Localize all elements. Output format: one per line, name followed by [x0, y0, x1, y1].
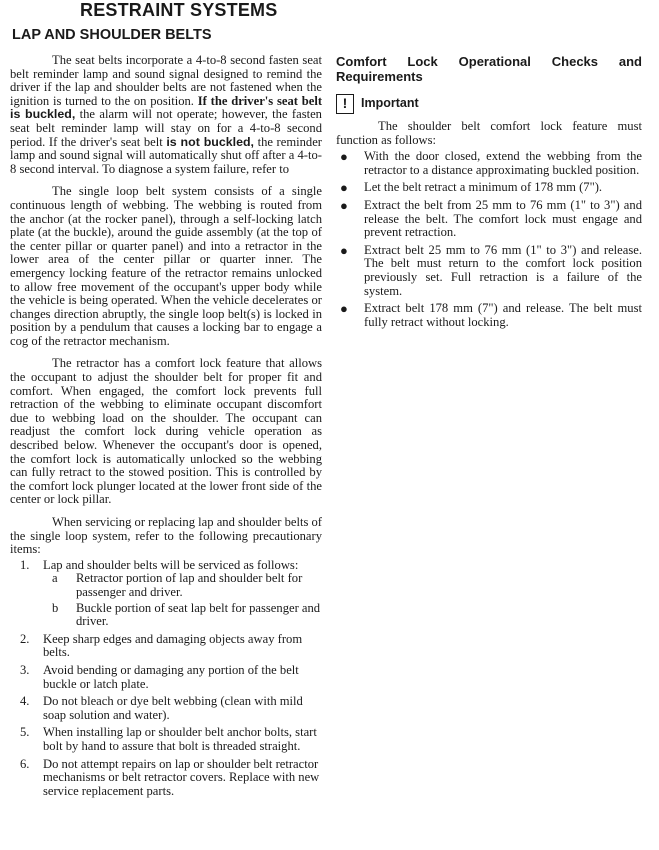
important-icon: ! [336, 94, 354, 114]
check-item-text: Let the belt retract a minimum of 178 mm (7"). [364, 180, 603, 195]
list-item-text: Keep sharp edges and damaging objects away from belts. [43, 631, 303, 660]
list-item-text: Do not bleach or dye belt webbing (clean with mild soap solution and water). [43, 694, 303, 722]
bullet-icon: ● [340, 197, 348, 213]
sub-list-item [43, 572, 322, 599]
list-item [10, 726, 322, 753]
bullet-icon: ● [340, 301, 348, 317]
left-column [10, 54, 322, 802]
paragraph-single-loop: The single loop belt system consists of a single continuous length of webbing. The webbing is routed from the anchor (at the rocker panel), through a self-locking latch plate (at the buckle), around the guide assembly (at the top of the center pillar or quarter panel) and into a retractor in the lower area of the center pillar or quarter inner. The emergency locking feature of the retractor remains unlocked to allow free movement of the occupant's upper body while the vehicle is being operated. When the vehicle decelerates or changes direction abruptly, the single loop belt(s) is locked in position by a pendulum that causes a locking bar to engage a cog of the retractor mechanism. [10, 184, 322, 348]
list-item [10, 664, 322, 691]
sub-list-text: Buckle portion of seat lap belt for passenger and driver. [76, 600, 321, 629]
sub-list-letter: a [52, 571, 58, 586]
list-number: 3. [20, 662, 30, 677]
list-number: 5. [20, 725, 30, 740]
check-item [336, 199, 642, 240]
right-column [336, 54, 642, 333]
list-item-text: Avoid bending or damaging any portion of the belt buckle or latch plate. [43, 662, 299, 691]
check-item-text: Extract the belt from 25 mm to 76 mm (1" to 3") and release the belt. The comfort lock must engage and prevent retraction. [364, 197, 642, 240]
list-item [10, 633, 322, 660]
paragraph-text: If the driver's seat belt [197, 93, 323, 108]
check-item-text: With the door closed, extend the webbing from the retractor to a distance approximating buckled position. [364, 149, 642, 177]
list-number: 6. [20, 756, 30, 771]
sub-list-letter: b [52, 600, 59, 615]
important-label: Important [361, 96, 419, 111]
paragraph-text: The seat belts incorporate a 4-to-8 second fasten seat belt reminder lamp and sound signal designed to remind the driver if the lap and shoulder belts are not fastened when the ignition is turned to the on position. [10, 53, 322, 108]
check-item-text: Extract belt 178 mm (7") and release. The belt must fully retract without locking. [364, 301, 642, 329]
comfort-lock-intro: The shoulder belt comfort lock feature must function as follows: [336, 119, 642, 147]
comfort-lock-heading: Comfort Lock Operational Checks and Requirements [336, 54, 642, 84]
check-item [336, 302, 642, 329]
list-number: 1. [20, 557, 30, 572]
sub-list-text: Retractor portion of lap and shoulder belt for passenger and driver. [76, 571, 303, 599]
check-item [336, 244, 642, 298]
check-item [336, 181, 642, 195]
list-item [10, 559, 322, 629]
paragraph-reminder [10, 54, 322, 176]
check-item-text: Extract belt 25 mm to 76 mm (1" to 3") and release. The belt must return to the comfort lock position previously set. Full retraction is a failure of the system. [364, 242, 642, 298]
list-item [10, 758, 322, 799]
emphasis-text: is buckled, [10, 107, 76, 122]
list-item [10, 695, 322, 722]
list-item-text: Lap and shoulder belts will be serviced as follows: [43, 557, 299, 572]
bullet-icon: ● [340, 149, 348, 165]
important-notice [336, 94, 642, 114]
paragraph-comfort-lock: The retractor has a comfort lock feature that allows the occupant to adjust the shoulder belt for proper fit and comfort. When engaged, the comfort lock prevents full retraction of the webbing to eliminate occupant discomfort due to webbing load on the shoulder. The occupant can readjust the comfort lock during vehicle operation as described below. Whenever the occupant's door is opened, the comfort lock is automatically unlocked so the webbing can fully retract to the stowed position. This is controlled by the comfort lock plunger located at the lower front side of the center or lock pillar. [10, 356, 322, 507]
section-title: LAP AND SHOULDER BELTS [12, 27, 212, 43]
page-title: RESTRAINT SYSTEMS [80, 0, 278, 20]
sub-list [43, 572, 322, 628]
list-item-text: When installing lap or shoulder belt anchor bolts, start bolt by hand to assure that bolt is threaded straight. [43, 725, 317, 753]
bullet-icon: ● [340, 180, 348, 196]
bullet-icon: ● [340, 242, 348, 258]
precaution-list [10, 559, 322, 799]
sub-list-item [43, 602, 322, 629]
list-number: 4. [20, 694, 30, 709]
paragraph-text: the alarm will not operate; however, the fasten seat belt reminder lamp will stay on for a 4-to-8 second period. If the driver's seat belt [10, 107, 322, 149]
check-list [336, 150, 642, 329]
list-number: 2. [20, 631, 30, 646]
list-item-text: Do not attempt repairs on lap or shoulder belt retractor mechanisms or belt retractor covers. Replace with new service replacement parts. [43, 756, 320, 798]
paragraph-precautions: When servicing or replacing lap and shoulder belts of the single loop system, refer to the following precautionary items: [10, 515, 322, 557]
emphasis-text: is not buckled, [166, 134, 254, 149]
check-item [336, 150, 642, 177]
paragraph-text: the reminder lamp and sound signal will automatically shut off after a 4-to-8 second interval. To diagnose a system failure, refer to [10, 134, 323, 176]
